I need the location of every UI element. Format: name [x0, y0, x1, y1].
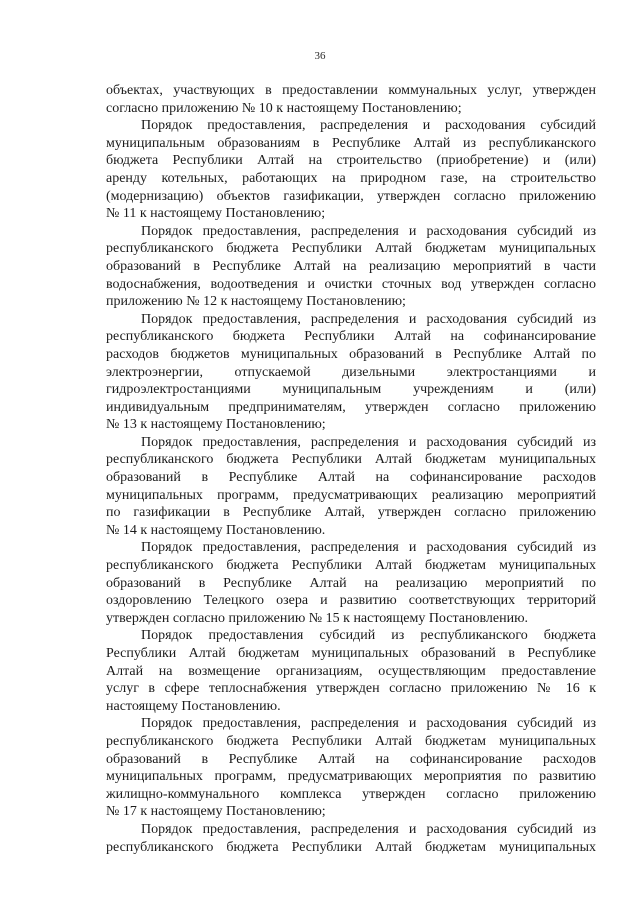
- text-line: услуг в сфере теплоснабжения утвержден согласно приложению № 16 к: [106, 681, 596, 697]
- text-line: бюджета Республики Алтай на строительство (приобретение) и (или): [106, 153, 596, 169]
- text-line: электроэнергии, отпускаемой дизельными электростанциями и: [106, 364, 596, 380]
- text-line: аренду котельных, работающих на природном газе, на строительство: [106, 170, 596, 186]
- paragraph-first-line: Порядок предоставления, распределения и расходования субсидий из: [141, 311, 596, 327]
- text-line: муниципальных программ, предусматривающих мероприятия по развитию: [106, 769, 596, 785]
- text-line: Алтай на возмещение организациям, осуществляющим предоставление: [106, 663, 596, 679]
- text-line: образований в Республике Алтай на софинансирование расходов: [106, 470, 596, 486]
- text-line: гидроэлектростанциями муниципальным учреждениям и (или): [106, 382, 596, 398]
- text-line: республиканского бюджета Республики Алтай бюджетам муниципальных: [106, 558, 596, 574]
- text-line: республиканского бюджета Республики Алтай бюджетам муниципальных: [106, 839, 596, 855]
- text-line: настоящему Постановлению.: [106, 698, 281, 714]
- text-line: муниципальным образованиям в Республике Алтай из республиканского: [106, 135, 596, 151]
- text-line: № 14 к настоящему Постановлению.: [106, 522, 326, 538]
- text-line: водоснабжения, водоотведения и очистки сточных вод утвержден согласно: [106, 276, 596, 292]
- text-line: № 17 к настоящему Постановлению;: [106, 804, 326, 820]
- text-line: образований в Республике Алтай на софинансирование расходов: [106, 751, 596, 767]
- text-line: № 13 к настоящему Постановлению;: [106, 417, 326, 433]
- text-line: Республики Алтай бюджетам муниципальных образований в Республике: [106, 646, 596, 661]
- text-line: жилищно-коммунального комплекса утвержден согласно приложению: [106, 786, 596, 802]
- page-number: 36: [314, 50, 326, 62]
- paragraph-first-line: Порядок предоставления, распределения и расходования субсидий из: [141, 223, 596, 239]
- document-body: [106, 82, 596, 856]
- text-line: по газификации в Республике Алтай, утвержден согласно приложению: [106, 505, 596, 521]
- text-line: муниципальных программ, предусматривающих реализацию мероприятий: [106, 487, 596, 503]
- text-line: согласно приложению № 10 к настоящему Постановлению;: [106, 100, 462, 116]
- paragraph-first-line: Порядок предоставления, распределения и расходования субсидий из: [141, 716, 596, 732]
- paragraph-first-line: Порядок предоставления, распределения и расходования субсидий из: [141, 434, 596, 450]
- text-line: республиканского бюджета Республики Алтай бюджетам муниципальных: [106, 241, 596, 257]
- text-line: республиканского бюджета Республики Алтай на софинансирование: [106, 329, 596, 345]
- text-line: оздоровлению Телецкого озера и развитию соответствующих территорий: [106, 593, 596, 609]
- paragraph-first-line: Порядок предоставления, распределения и расходования субсидий из: [141, 821, 596, 837]
- text-line: образований в Республике Алтай на реализацию мероприятий в части: [106, 258, 596, 274]
- text-line: республиканского бюджета Республики Алтай бюджетам муниципальных: [106, 733, 596, 749]
- text-line: образований в Республике Алтай на реализацию мероприятий по: [106, 575, 596, 591]
- text-line: индивидуальным предпринимателям, утвержден согласно приложению: [106, 399, 596, 415]
- paragraph-first-line: Порядок предоставления субсидий из республиканского бюджета: [141, 628, 596, 644]
- text-line: № 11 к настоящему Постановлению;: [106, 206, 326, 222]
- text-line: (модернизацию) объектов газификации, утвержден согласно приложению: [106, 188, 596, 204]
- paragraph-first-line: Порядок предоставления, распределения и расходования субсидий из: [141, 540, 596, 556]
- paragraph-first-line: Порядок предоставления, распределения и расходования субсидий: [141, 118, 596, 134]
- text-line: объектах, участвующих в предоставлении коммунальных услуг, утвержден: [106, 83, 596, 98]
- text-line: расходов бюджетов муниципальных образований в Республике Алтай по: [106, 346, 596, 362]
- text-line: утвержден согласно приложению № 15 к настоящему Постановлению.: [106, 610, 529, 626]
- text-line: приложению № 12 к настоящему Постановлению;: [106, 294, 406, 310]
- text-line: республиканского бюджета Республики Алтай бюджетам муниципальных: [106, 452, 596, 468]
